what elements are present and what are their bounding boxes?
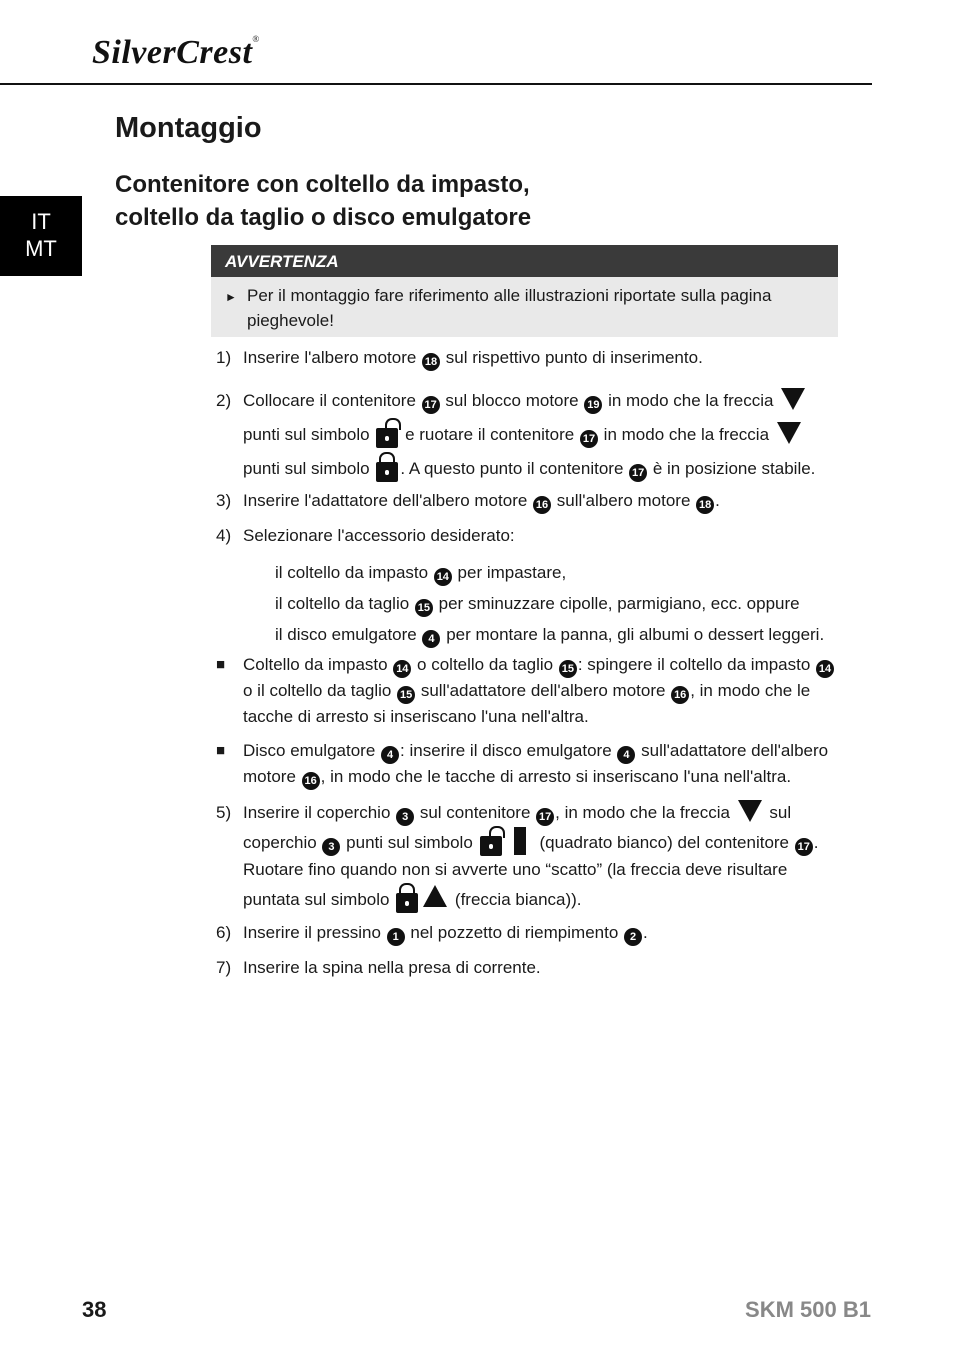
- step-3: 3) Inserire l'adattatore dell'albero motore 16 sull'albero motore 18 .: [216, 488, 841, 514]
- ref-number-icon: 17: [422, 396, 440, 414]
- ref-number-icon: 16: [671, 686, 689, 704]
- step-2: 2) Collocare il contenitore 17 sul blocco motore 19 in modo che la freccia punti sul simbolo e ruotare il contenitore 17 in modo che la freccia punti sul simbolo . A questo punto il contenitore 17 è in posizione stabile.: [216, 384, 841, 486]
- ref-number-icon: 17: [795, 838, 813, 856]
- arrow-up-icon: [423, 885, 447, 907]
- ref-number-icon: 3: [322, 838, 340, 856]
- bullet-knives: ■ Coltello da impasto 14 o coltello da taglio 15 : spingere il coltello da impasto 14 o il coltello da taglio 15 sull'adattatore dell'albero motore 16 , in modo che le tacche di arresto si inseriscano l'una nell'altra.: [216, 652, 841, 729]
- ref-number-icon: 17: [580, 430, 598, 448]
- accessory-options: [216, 557, 841, 650]
- warning-body: [211, 277, 838, 337]
- square-bullet-icon: ■: [216, 656, 226, 673]
- ref-number-icon: 18: [422, 353, 440, 371]
- step-6: 6) Inserire il pressino 1 nel pozzetto di riempimento 2 .: [216, 920, 841, 946]
- ref-number-icon: 15: [397, 686, 415, 704]
- ref-number-icon: 4: [422, 630, 440, 648]
- warning-box: [211, 245, 838, 337]
- page-number: 38: [82, 1297, 107, 1322]
- warning-heading: AVVERTENZA: [211, 245, 838, 277]
- model-name: SKM 500 B1: [745, 1297, 871, 1322]
- brand-logo: SilverCrest®: [92, 34, 260, 71]
- ref-number-icon: 4: [617, 746, 635, 764]
- step-7: 7) Inserire la spina nella presa di corrente.: [216, 958, 541, 977]
- bullet-disc: ■ Disco emulgatore 4 : inserire il disco emulgatore 4 sull'adattatore dell'albero motore 16 , in modo che le tacche di arresto si inseriscano l'una nell'altra.: [216, 738, 841, 790]
- warning-text: Per il montaggio fare riferimento alle illustrazioni riportate sulla pagina pieghevole!: [247, 286, 772, 330]
- arrow-down-icon: [781, 388, 805, 410]
- ref-number-icon: 17: [629, 464, 647, 482]
- instructions: [216, 345, 841, 980]
- ref-number-icon: 1: [387, 928, 405, 946]
- arrow-right-icon: ►: [225, 290, 237, 304]
- square-bullet-icon: ■: [216, 742, 226, 759]
- ref-number-icon: 16: [302, 772, 320, 790]
- section-title: Contenitore con coltello da impasto, coltello da taglio o disco emulgatore: [115, 171, 532, 231]
- ref-number-icon: 14: [816, 660, 834, 678]
- lang-it: IT: [31, 209, 51, 234]
- option-kneading-knife: il coltello da impasto 14 per impastare,: [275, 557, 841, 588]
- ref-number-icon: 14: [393, 660, 411, 678]
- lock-icon: [396, 883, 418, 913]
- language-tab: [0, 196, 82, 276]
- ref-number-icon: 14: [434, 568, 452, 586]
- ref-number-icon: 16: [533, 496, 551, 514]
- arrow-down-icon: [777, 422, 801, 444]
- option-cutting-knife: il coltello da taglio 15 per sminuzzare cipolle, parmigiano, ecc. oppure: [275, 588, 841, 619]
- page-title: Montaggio: [115, 112, 262, 144]
- unlock-icon: [480, 826, 502, 856]
- option-emulsifying-disc: il disco emulgatore 4 per montare la panna, gli albumi o dessert leggeri.: [275, 619, 841, 650]
- step-1: 1) Inserire l'albero motore 18 sul rispettivo punto di inserimento.: [216, 345, 841, 371]
- step-4: 4) Selezionare l'accessorio desiderato:: [216, 526, 515, 545]
- arrow-down-icon: [738, 800, 762, 822]
- lang-mt: MT: [25, 236, 57, 261]
- header-rule: [0, 83, 872, 85]
- ref-number-icon: 15: [415, 599, 433, 617]
- ref-number-icon: 2: [624, 928, 642, 946]
- white-square-symbol-icon: [514, 827, 526, 855]
- ref-number-icon: 4: [381, 746, 399, 764]
- ref-number-icon: 3: [396, 808, 414, 826]
- ref-number-icon: 18: [696, 496, 714, 514]
- ref-number-icon: 17: [536, 808, 554, 826]
- ref-number-icon: 19: [584, 396, 602, 414]
- unlock-icon: [376, 418, 398, 448]
- ref-number-icon: 15: [559, 660, 577, 678]
- step-5: 5) Inserire il coperchio 3 sul contenitore 17 , in modo che la freccia sul coperchio 3 punti sul simbolo (quadrato bianco) del contenitore 17 . Ruotare fino quando non si avverte uno “scatto” (la freccia deve risultare puntata sul simbolo (freccia bianca)).: [216, 799, 841, 913]
- lock-icon: [376, 452, 398, 482]
